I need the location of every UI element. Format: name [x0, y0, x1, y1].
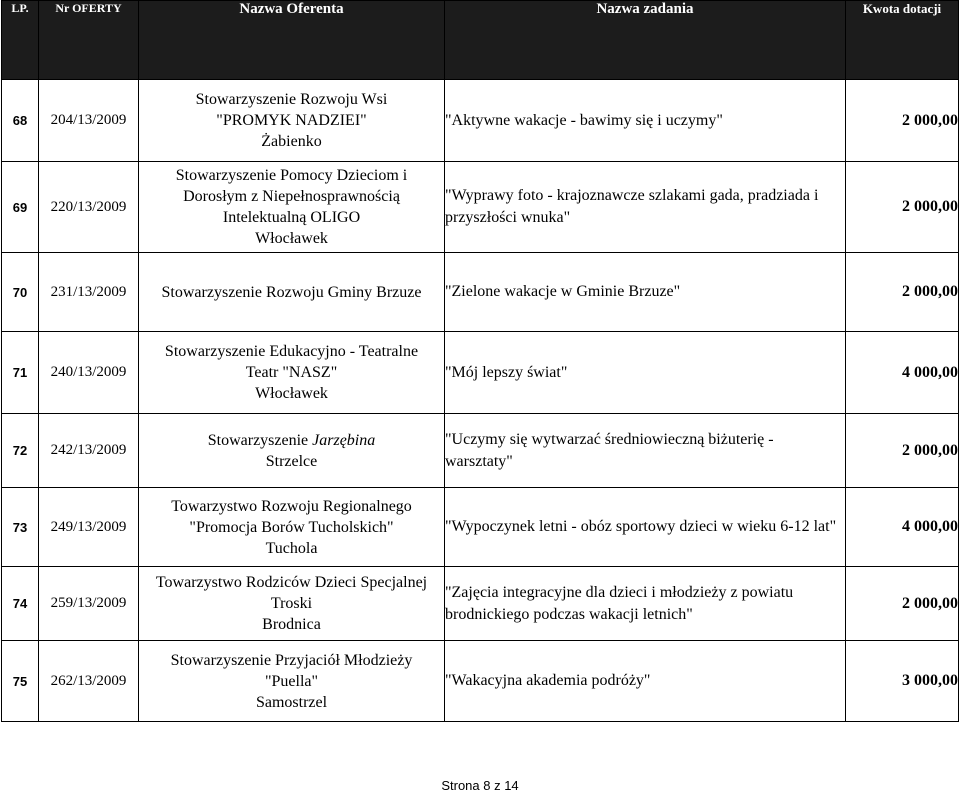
org-line: Samostrzel [255, 693, 328, 711]
org-line [139, 430, 444, 451]
row-amount: 2 000,00 [846, 414, 959, 488]
org-line: Intelektualną OLIGO [222, 209, 361, 226]
org-line: Brodnica [262, 616, 321, 633]
row-amount: 3 000,00 [846, 641, 959, 722]
org-line: Teatr "NASZ" [245, 364, 338, 381]
org-line: Strzelce [265, 452, 318, 470]
row-amount: 4 000,00 [846, 488, 959, 567]
org-line: "Promocja Borów Tucholskich" [189, 518, 394, 536]
row-amount: 2 000,00 [846, 80, 959, 162]
row-task-name: "Zajęcia integracyjne dla dzieci i młodzieży z powiatu brodnickiego podczas wakacji letnich" [445, 567, 846, 641]
row-offer-number: 220/13/2009 [39, 162, 139, 253]
row-lp: 72 [2, 414, 39, 488]
row-task-name: "Zielone wakacje w Gminie Brzuze" [445, 253, 846, 332]
table-row [2, 162, 959, 253]
page-number: Strona 8 z 14 [441, 778, 519, 793]
org-line: Stowarzyszenie Przyjaciół Młodzieży [170, 651, 413, 669]
row-lp: 73 [2, 488, 39, 567]
org-line: Stowarzyszenie Edukacyjno - Teatralne [164, 343, 419, 360]
row-offer-number: 231/13/2009 [39, 253, 139, 332]
header-nazwa-zadania: Nazwa zadania [445, 1, 846, 80]
table-row [2, 253, 959, 332]
org-prefix: Stowarzyszenie [207, 431, 313, 449]
org-line: "PROMYK NADZIEI" [216, 112, 367, 129]
row-organization [139, 567, 445, 641]
row-offer-number: 262/13/2009 [39, 641, 139, 722]
org-line: Dorosłym z Niepełnosprawnością [183, 188, 400, 205]
row-lp: 75 [2, 641, 39, 722]
row-amount: 2 000,00 [846, 567, 959, 641]
org-line: Troski [270, 595, 313, 612]
row-offer-number: 204/13/2009 [39, 80, 139, 162]
row-task-name: "Uczymy się wytwarzać średniowieczną biżuterię - warsztaty" [445, 414, 846, 488]
table-row [2, 567, 959, 641]
row-organization [139, 414, 445, 488]
row-lp: 74 [2, 567, 39, 641]
org-line: Włocławek [255, 230, 328, 247]
row-task-name: "Wypoczynek letni - obóz sportowy dzieci w wieku 6-12 lat" [445, 488, 846, 567]
row-lp: 71 [2, 332, 39, 414]
row-task-name: "Wakacyjna akademia podróży" [445, 641, 846, 722]
row-task-name: "Mój lepszy świat" [445, 332, 846, 414]
table-row [2, 641, 959, 722]
row-organization [139, 488, 445, 567]
org-line: Stowarzyszenie Rozwoju Wsi [195, 91, 388, 108]
header-kwota-dotacji: Kwota dotacji [846, 1, 959, 80]
row-task-name: "Aktywne wakacje - bawimy się i uczymy" [445, 80, 846, 162]
row-offer-number: 249/13/2009 [39, 488, 139, 567]
org-line: Tuchola [265, 539, 318, 557]
row-offer-number: 259/13/2009 [39, 567, 139, 641]
table-row [2, 488, 959, 567]
row-offer-number: 240/13/2009 [39, 332, 139, 414]
table-row [2, 80, 959, 162]
row-organization [139, 80, 445, 162]
org-line: Stowarzyszenie Rozwoju Gminy Brzuze [161, 283, 422, 301]
header-lp: LP. [2, 1, 39, 80]
row-offer-number: 242/13/2009 [39, 414, 139, 488]
row-organization [139, 162, 445, 253]
row-lp: 70 [2, 253, 39, 332]
org-line: Włocławek [255, 385, 328, 402]
row-amount: 2 000,00 [846, 253, 959, 332]
org-italic-name: Jarzębina [312, 431, 376, 449]
row-organization [139, 641, 445, 722]
header-nr-oferty: Nr OFERTY [39, 1, 139, 80]
header-nazwa-oferenta: Nazwa Oferenta [139, 1, 445, 80]
table-row [2, 332, 959, 414]
row-task-name: "Wyprawy foto - krajoznawcze szlakami gada, pradziada i przyszłości wnuka" [445, 162, 846, 253]
row-amount: 2 000,00 [846, 162, 959, 253]
row-organization [139, 332, 445, 414]
org-line: Stowarzyszenie Pomocy Dzieciom i [175, 167, 408, 184]
header-row [2, 1, 959, 80]
org-line: Towarzystwo Rozwoju Regionalnego [171, 497, 412, 515]
grants-table [1, 0, 959, 722]
org-line: "Puella" [264, 672, 319, 690]
row-lp: 68 [2, 80, 39, 162]
table-row [2, 414, 959, 488]
row-lp: 69 [2, 162, 39, 253]
row-amount: 4 000,00 [846, 332, 959, 414]
org-line: Towarzystwo Rodziców Dzieci Specjalnej [155, 574, 428, 591]
org-line: Żabienko [261, 133, 322, 150]
row-organization [139, 253, 445, 332]
